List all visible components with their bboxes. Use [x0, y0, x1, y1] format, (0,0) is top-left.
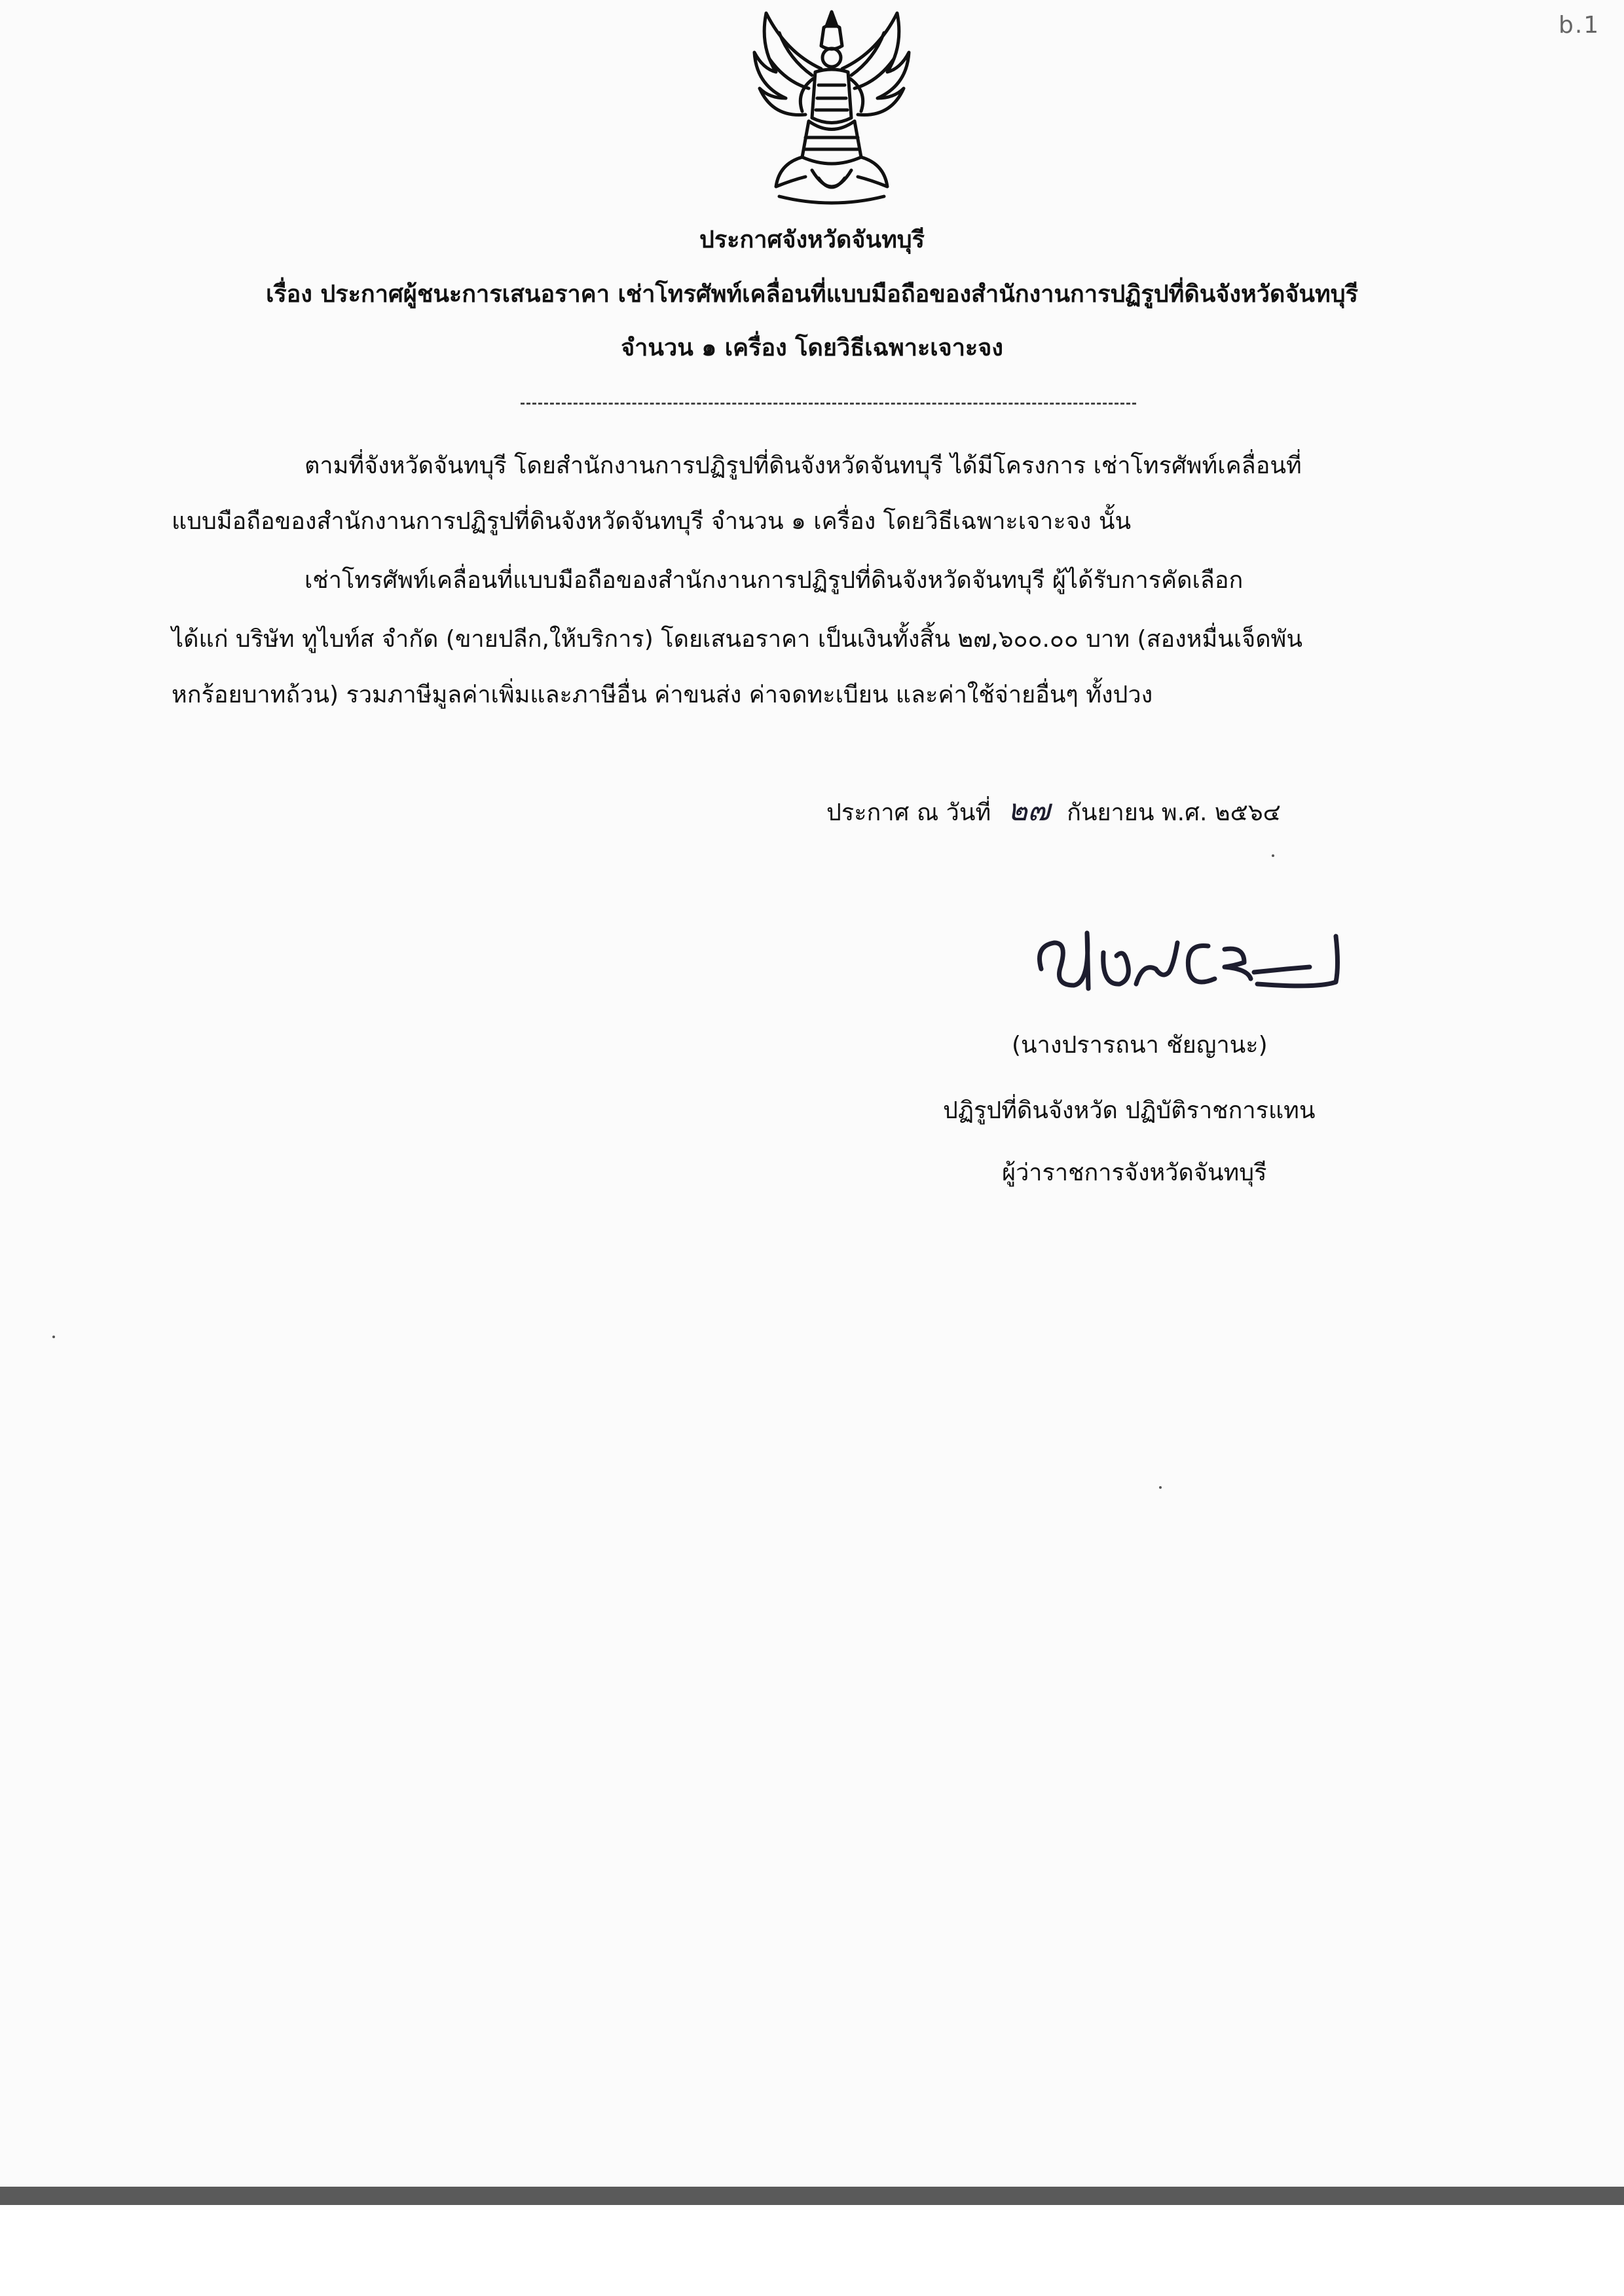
paragraph-2-line-1: เช่าโทรศัพท์เคลื่อนที่แบบมือถือของสำนักงานการปฏิรูปที่ดินจังหวัดจันทบุรี ผู้ได้รับการคัดเลือก — [304, 567, 1244, 594]
date-suffix: กันยายน พ.ศ. ๒๕๖๔ — [1067, 799, 1281, 826]
announcement-title: ประกาศจังหวัดจันทบุรี — [699, 227, 925, 253]
announcement-date — [826, 792, 1281, 828]
subject-line-2: จำนวน ๑ เครื่อง โดยวิธีเฉพาะเจาะจง — [621, 335, 1003, 361]
corner-mark: b.1 — [1559, 12, 1600, 39]
paragraph-1-line-2: แบบมือถือของสำนักงานการปฏิรูปที่ดินจังหวัดจันทบุรี จำนวน ๑ เครื่อง โดยวิธีเฉพาะเจาะจง นั้น — [172, 508, 1132, 535]
separator-line — [521, 403, 1136, 405]
paragraph-1-line-1: ตามที่จังหวัดจันทบุรี โดยสำนักงานการปฏิรูปที่ดินจังหวัดจันทบุรี ได้มีโครงการ เช่าโทรศัพท์เคลื่อนที่ — [304, 452, 1302, 479]
subject-line-1: เรื่อง ประกาศผู้ชนะการเสนอราคา เช่าโทรศัพท์เคลื่อนที่แบบมือถือของสำนักงานการปฏิรูปที่ดินจังหวัดจันทบุรี — [266, 281, 1358, 308]
garuda-emblem-icon — [740, 7, 923, 210]
scan-bottom-edge — [0, 2187, 1624, 2205]
paragraph-2-line-2: ได้แก่ บริษัท ทูไบท์ส จำกัด (ขายปลีก,ให้บริการ) โดยเสนอราคา เป็นเงินทั้งสิ้น ๒๗,๖๐๐.๐๐ บาท (สองหมื่นเจ็ดพัน — [172, 626, 1302, 653]
date-day-handwritten: ๒๗ — [1007, 792, 1050, 828]
scan-speck — [1159, 1486, 1162, 1489]
date-prefix: ประกาศ ณ วันที่ — [826, 799, 991, 826]
paragraph-2-line-3: หกร้อยบาทถ้วน) รวมภาษีมูลค่าเพิ่มและภาษีอื่น ค่าขนส่ง ค่าจดทะเบียน และค่าใช้จ่ายอื่นๆ ทั้งปวง — [172, 682, 1153, 708]
scan-speck — [1272, 854, 1274, 857]
signatory-position-line-2: ผู้ว่าราชการจังหวัดจันทบุรี — [1002, 1159, 1267, 1186]
signatory-position-line-1: ปฏิรูปที่ดินจังหวัด ปฏิบัติราชการแทน — [943, 1097, 1316, 1124]
signatory-name: (นางปรารถนา ชัยญานะ) — [1012, 1032, 1268, 1059]
handwritten-signature — [1028, 907, 1369, 1025]
scan-speck — [52, 1336, 55, 1338]
